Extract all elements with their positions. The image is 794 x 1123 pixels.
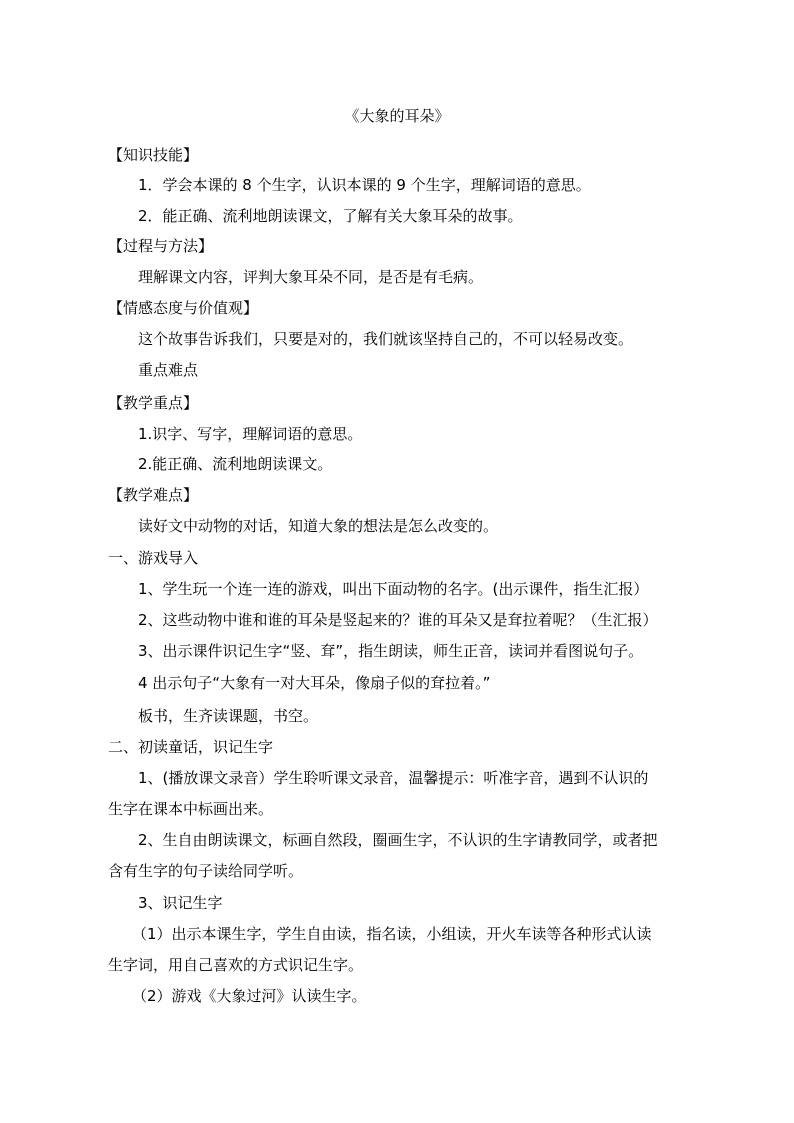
game-intro-item-1: 1、学生玩一个连一连的游戏，叫出下面动物的名字。(出示课件，指生汇报）	[138, 580, 649, 598]
knowledge-item-2: 2．能正确、流利地朗读课文，了解有关大象耳朵的故事。	[138, 207, 523, 225]
part-heading-first-reading: 二、初读童话，识记生字	[108, 738, 274, 756]
key-point-item-1: 1.识字、写字，理解词语的意思。	[138, 425, 363, 443]
document-title: 《大象的耳朵》	[344, 107, 450, 125]
first-reading-item-2-line-1: 2、生自由朗读课文，标画自然段，圈画生字，不认识的生字请教同学，或者把	[138, 831, 658, 849]
first-reading-item-3: 3、识记生字	[138, 894, 223, 912]
game-intro-item-3: 3、出示课件识记生字“竖、耷”，指生朗读，师生正音，读词并看图说句子。	[138, 642, 644, 660]
knowledge-item-1: 1．学会本课的 8 个生字，认识本课的 9 个生字，理解词语的意思。	[138, 176, 591, 194]
first-reading-item-1-line-1: 1、(播放课文录音）学生聆听课文录音，温馨提示：听准字音，遇到不认识的	[138, 769, 649, 787]
difficulty-item-1: 读好文中动物的对话，知道大象的想法是怎么改变的。	[138, 517, 499, 535]
process-item-1: 理解课文内容，评判大象耳朵不同，是否是有毛病。	[138, 268, 484, 286]
first-reading-item-3-1-line-2: 生字词，用自己喜欢的方式识记生字。	[108, 956, 364, 974]
section-heading-key-points: 【教学重点】	[108, 394, 199, 412]
section-heading-knowledge: 【知识技能】	[108, 146, 199, 164]
first-reading-item-3-1-line-1: （1）出示本课生字，学生自由读，指名读，小组读，开火车读等各种形式认读	[132, 925, 652, 943]
first-reading-item-2-line-2: 含有生字的句子读给同学听。	[108, 862, 304, 880]
part-heading-game-intro: 一、游戏导入	[108, 549, 199, 567]
game-intro-item-5: 板书，生齐读课题，书空。	[138, 707, 319, 725]
section-heading-process: 【过程与方法】	[108, 237, 214, 255]
first-reading-item-3-2: （2）游戏《大象过河》认读生字。	[132, 987, 367, 1005]
section-heading-attitude: 【情感态度与价值观】	[108, 299, 259, 317]
section-heading-difficulty: 【教学难点】	[108, 486, 199, 504]
first-reading-item-1-line-2: 生字在课本中标画出来。	[108, 800, 274, 818]
game-intro-item-4: 4 出示句子“大象有一对大耳朵，像扇子似的耷拉着。”	[138, 674, 491, 692]
key-difficult-label: 重点难点	[138, 361, 199, 379]
attitude-item-1: 这个故事告诉我们，只要是对的，我们就该坚持自己的，不可以轻易改变。	[138, 330, 634, 348]
game-intro-item-2: 2、这些动物中谁和谁的耳朵是竖起来的？谁的耳朵又是耷拉着呢？（生汇报）	[138, 611, 658, 629]
key-point-item-2: 2.能正确、流利地朗读课文。	[138, 455, 333, 473]
